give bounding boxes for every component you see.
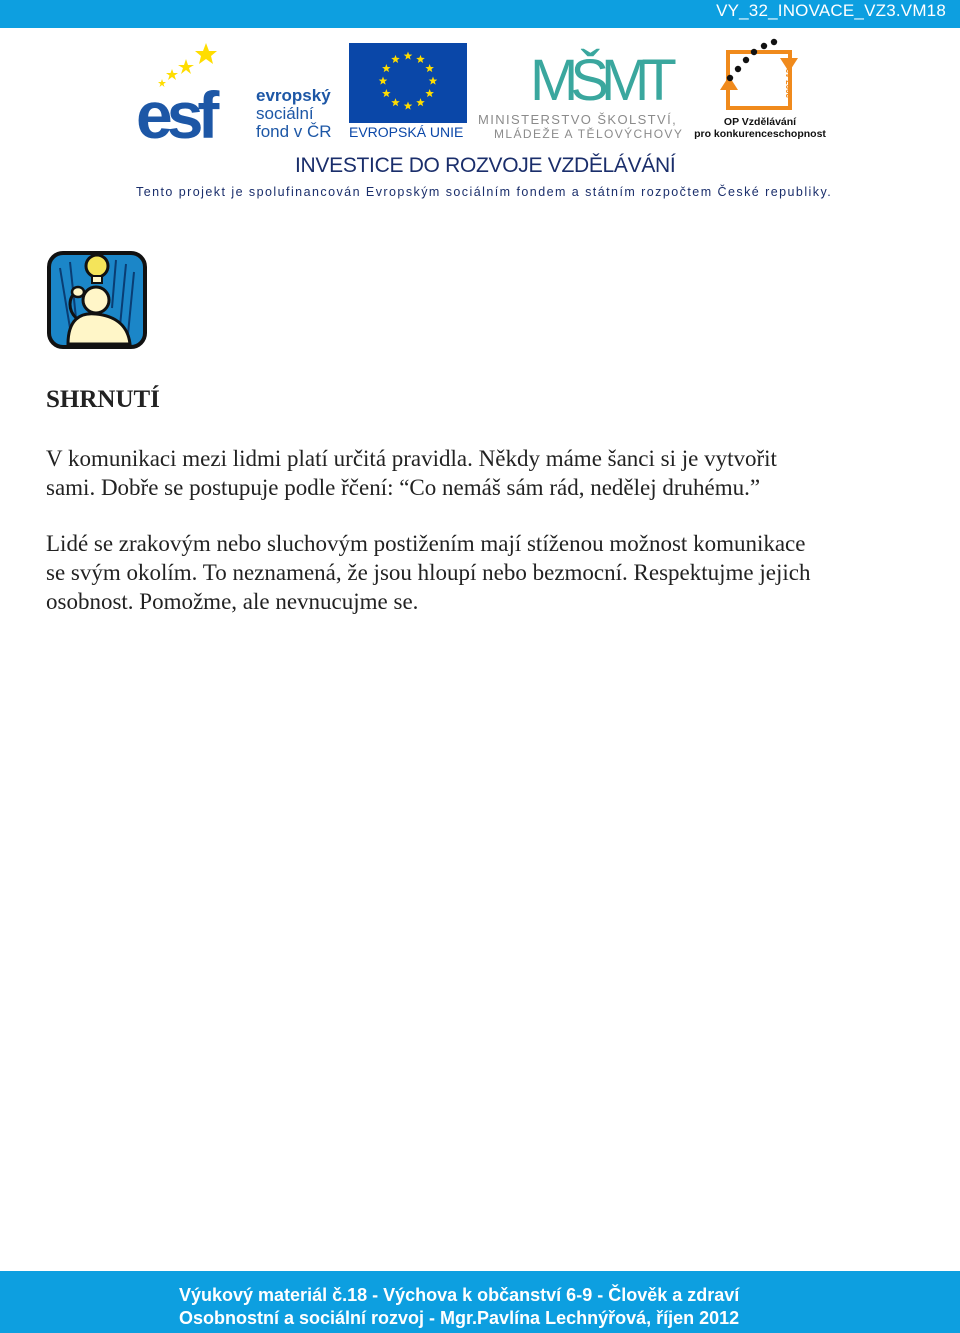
op-line-2: pro konkurenceschopnost — [694, 128, 826, 140]
paragraph-1-line-2: sami. Dobře se postupuje podle řčení: “Co nemáš sám rád, nedělej druhému.” — [46, 475, 761, 500]
op-logo — [690, 38, 830, 143]
thinking-person-lightbulb-icon — [46, 248, 148, 350]
paragraph-2-line-3: osobnost. Pomožme, ale nevnucujme se. — [46, 589, 419, 614]
eu-star-icon — [425, 89, 434, 97]
msmt-line-1: MINISTERSTVO ŠKOLSTVÍ, — [478, 112, 678, 127]
op-line-1: OP Vzdělávání — [723, 116, 797, 128]
esf-line-1: evropský — [256, 86, 331, 105]
esf-line-2: sociální — [256, 104, 314, 123]
paragraph-2-line-1: Lidé se zrakovým nebo sluchovým postižením mají stíženou možnost komunikace — [46, 531, 806, 556]
eu-star-icon — [425, 64, 434, 72]
op-mark-icon — [718, 38, 808, 114]
section-heading: SHRNUTÍ — [46, 386, 160, 413]
footer-line-2: Osobnostní a sociální rozvoj - Mgr.Pavlína Lechnýřová, říjen 2012 — [179, 1308, 740, 1328]
document-code: VY_32_INOVACE_VZ3.VM18 — [716, 1, 946, 20]
paragraph-1-line-1: V komunikaci mezi lidmi platí určitá pravidla. Někdy máme šanci si je vytvořit — [46, 446, 777, 471]
svg-text:2007-13: 2007-13 — [785, 68, 794, 98]
eu-star-icon — [404, 52, 413, 60]
msmt-logo — [478, 38, 688, 148]
esf-mark-icon — [136, 41, 256, 152]
investice-title: INVESTICE DO ROZVOJE VZDĚLÁVÁNÍ — [295, 154, 676, 177]
eu-star-icon — [382, 64, 391, 72]
footer-line-1: Výukový materiál č.18 - Výchova k občanství 6-9 - Člověk a zdraví — [179, 1285, 740, 1305]
svg-text:esf: esf — [136, 78, 214, 152]
esf-logo — [136, 41, 346, 152]
svg-text:MŠMT: MŠMT — [530, 48, 669, 113]
eu-star-icon — [404, 102, 413, 110]
bottom-bar — [0, 1271, 960, 1333]
logo-strip — [0, 28, 960, 208]
eu-star-icon — [391, 55, 400, 63]
msmt-mark-icon — [530, 38, 669, 113]
esf-line-3: fond v ČR — [256, 122, 332, 141]
eu-star-icon — [379, 77, 388, 85]
msmt-line-2: MLÁDEŽE A TĚLOVÝCHOVY — [494, 127, 684, 141]
eu-star-icon — [416, 98, 425, 106]
eu-star-icon — [391, 98, 400, 106]
eu-star-icon — [382, 89, 391, 97]
eu-star-icon — [416, 55, 425, 63]
paragraph-2-line-2: se svým okolím. To neznamená, že jsou hloupí nebo bezmocní. Respektujme jejich — [46, 560, 811, 585]
funding-note: Tento projekt je spolufinancován Evropským sociálním fondem a státním rozpočtem České republiky. — [136, 185, 833, 199]
eu-label: EVROPSKÁ UNIE — [349, 124, 464, 140]
eu-star-icon — [429, 77, 438, 85]
top-bar — [0, 0, 960, 28]
eu-flag-icon — [349, 43, 467, 123]
